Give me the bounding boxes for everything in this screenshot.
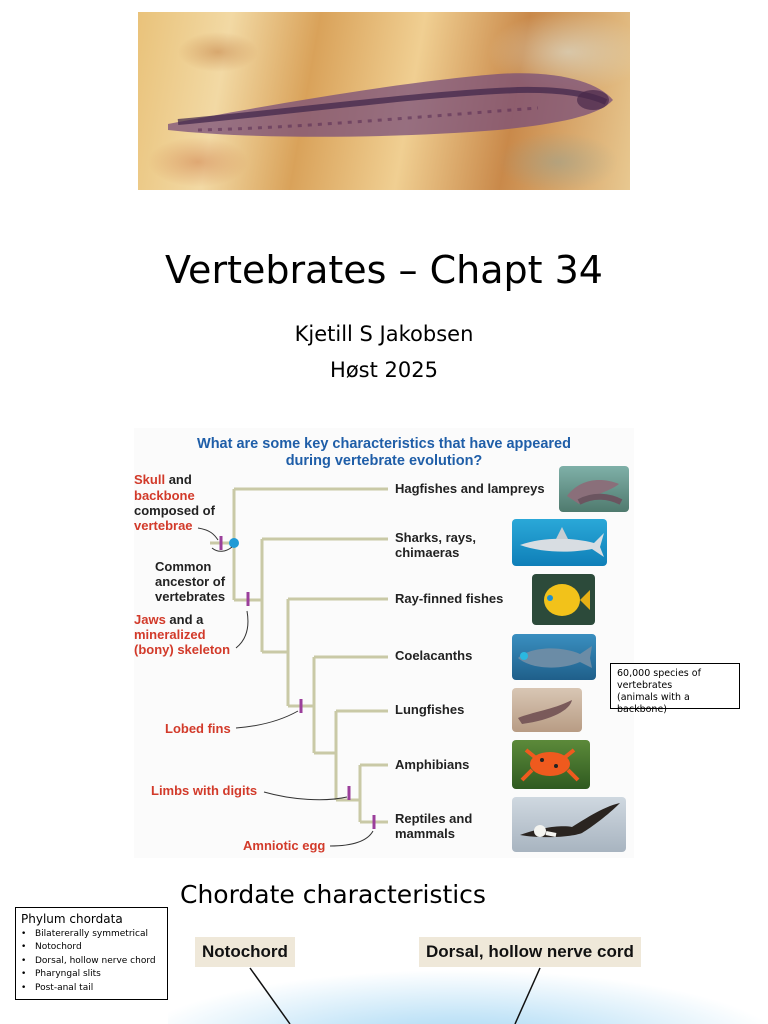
char-vertebrae: vertebrae [134,518,193,533]
char-lobed-fins: Lobed fins [165,721,231,736]
taxon-lungfishes: Lungfishes [395,702,465,717]
taxon-chimaeras: chimaeras [395,545,460,560]
list-item: • Dorsal, hollow nerve chord [21,955,167,968]
list-item: • Bilatererally symmetrical [21,928,167,941]
char-ancestor-of: ancestor of [155,574,226,589]
char-amniotic-egg: Amniotic egg [243,838,326,853]
list-item: • Post-anal tail [21,982,167,995]
author-name: Kjetill S Jakobsen [294,322,474,346]
char-mineralized: mineralized [134,627,206,642]
phylum-title: Phylum chordata [21,912,123,926]
figure-question-line2: during vertebrate evolution? [285,453,483,469]
label-notochord: Notochord [195,937,295,967]
char-limbs: Limbs with digits [151,783,258,798]
phylum-chordata-box [15,907,168,1000]
char-composed-of: composed of [134,503,215,518]
phylum-list [21,928,167,995]
taxon-reptiles: Reptiles and [395,811,473,826]
term-label: Høst 2025 [330,358,438,382]
char-backbone: backbone [134,488,195,503]
char-skull-line: Skull and [134,472,192,487]
taxon-sharks: Sharks, rays, [395,530,476,545]
note-line3: (animals with a backbone) [617,692,690,715]
list-item: • Pharyngal slits [21,968,167,981]
label-nerve-cord: Dorsal, hollow nerve cord [419,937,641,967]
char-jaws-line: Jaws and a [134,612,204,627]
slide-title: Vertebrates – Chapt 34 [165,248,603,292]
char-common: Common [155,559,212,574]
note-line1: 60,000 species of [617,668,701,679]
char-vertebrates: vertebrates [155,589,226,604]
list-item: • Notochord [21,941,167,954]
note-line2: vertebrates [617,680,673,691]
figure-question-line1: What are some key characteristics that have appeared [197,436,571,452]
chordate-title: Chordate characteristics [180,880,486,909]
taxon-amphibians: Amphibians [395,757,470,772]
taxon-mammals: mammals [395,826,455,841]
taxon-ray-finned: Ray-finned fishes [395,591,504,606]
char-bony-skeleton: (bony) skeleton [134,642,231,657]
taxon-hagfishes: Hagfishes and lampreys [395,481,545,496]
taxon-coelacanths: Coelacanths [395,648,473,663]
